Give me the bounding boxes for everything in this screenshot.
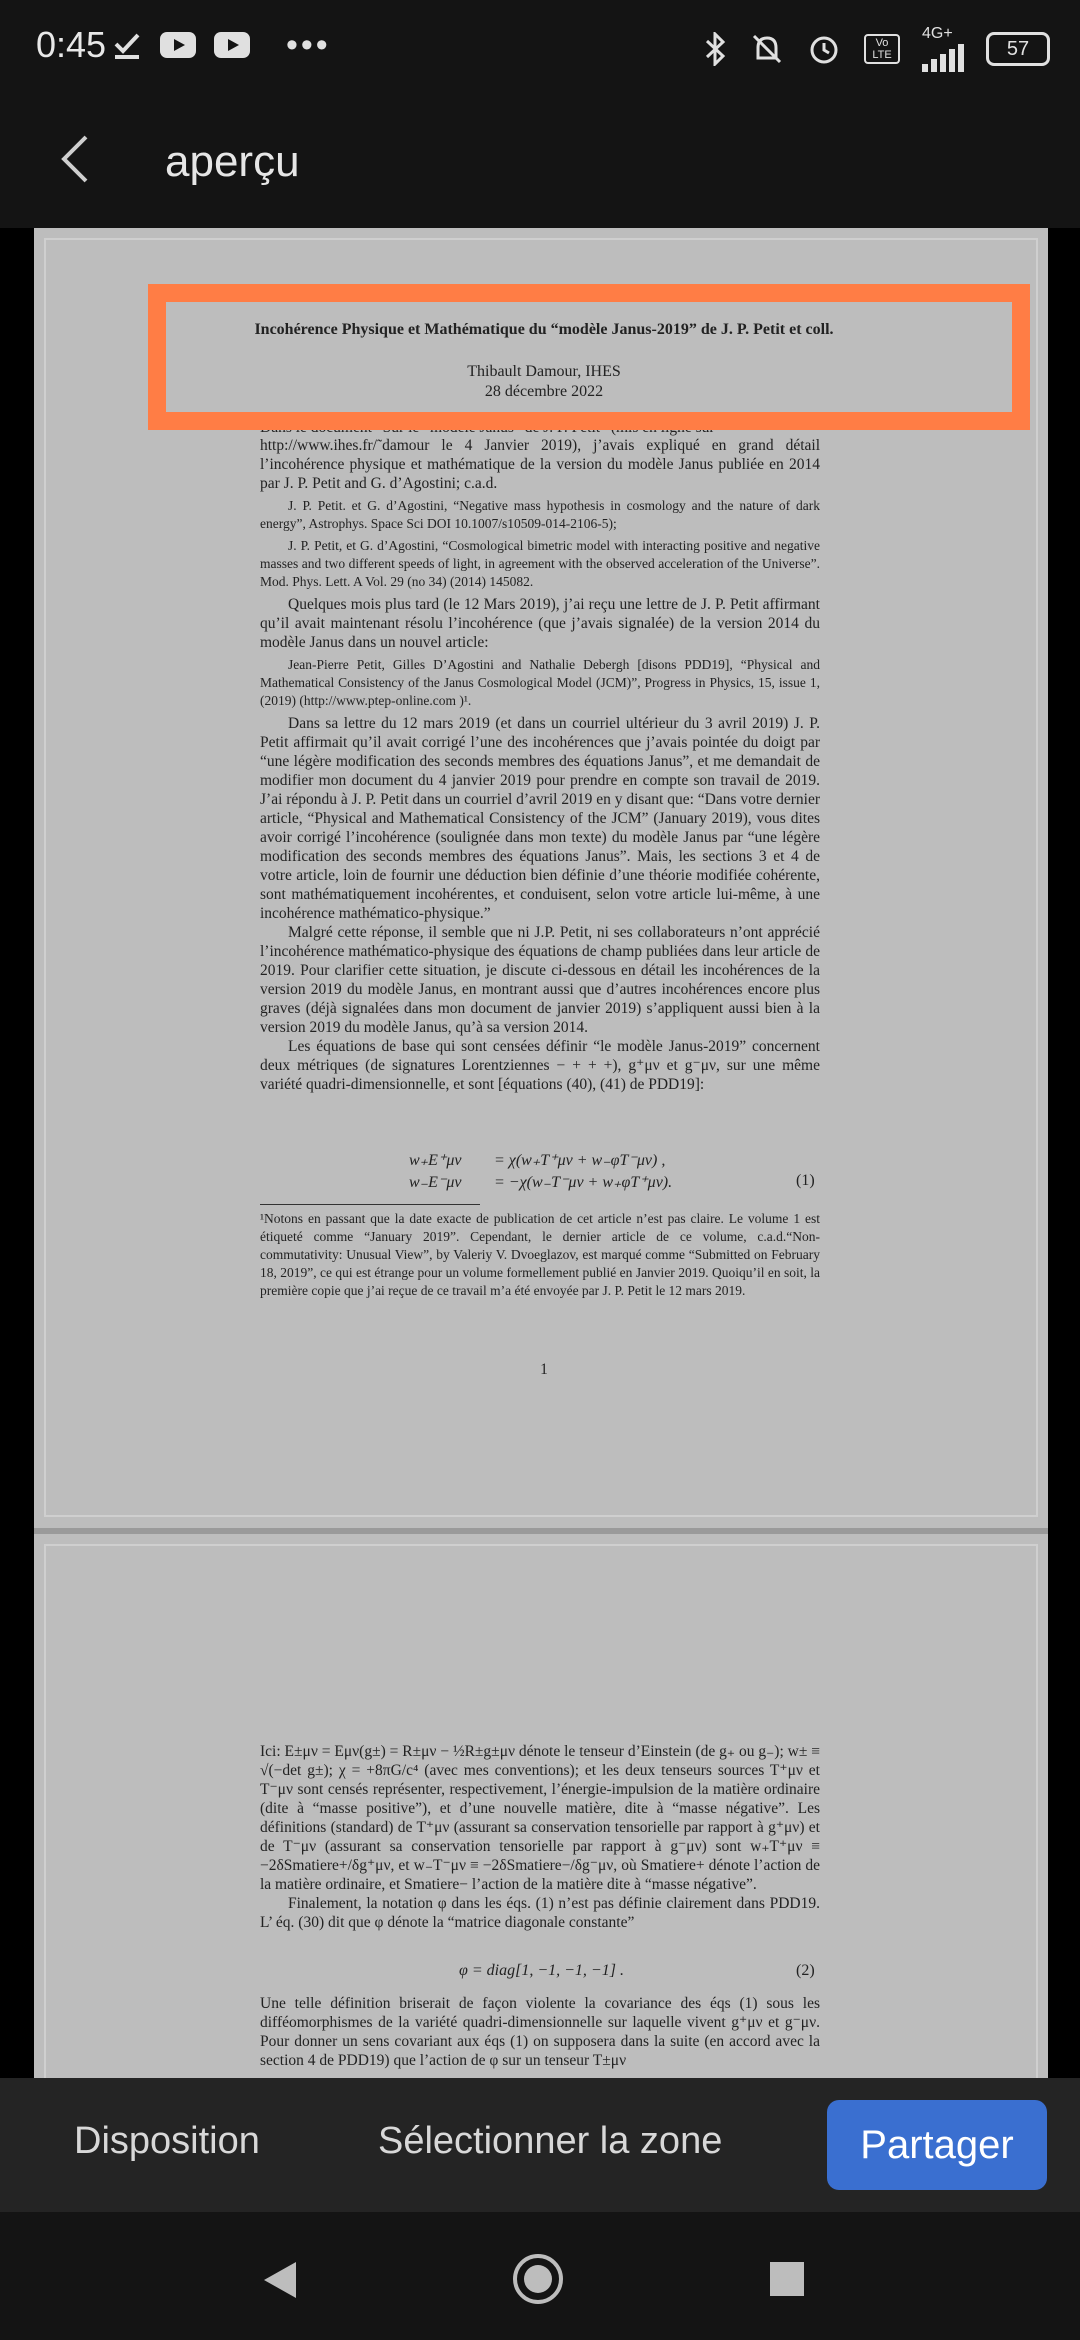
paragraph: Dans sa lettre du 12 mars 2019 (et dans un courriel ultérieur du 3 avril 2019) J. P. Petit affirmait qu’il avait corrigé l’une des incohérences que j’avais pointée du doigt par “une légère modification des seconds membres des équations Janus”, et me demandait de modifier mon document du 4 janvier 2019 pour prendre en compte son travail de 2019. J’ai répondu à J. P. Petit dans un courriel d’avril 2019 en y disant que: “Dans votre dernier article, “Physical and Mathematical Consistency of the JCM” (January 2019), vous dites avoir corrigé l’incohérence (soulignée dans mon texte) du modèle Janus par “une légère modification des seconds membres des équations Janus”. Mais, les sections 3 et 4 de votre article, loin de fournir une déduction bien définie d’une théorie modifiée cohérente, sont mathématiquement incohérentes, et conduisent, selon votre article lui-même, à une incohérence mathématico-physique.” [260, 715, 821, 922]
system-nav-bar [0, 2212, 1080, 2340]
page-title: aperçu [165, 137, 300, 186]
paragraph: Finalement, la notation φ dans les éqs. (1) n’est pas définie clairement dans PDD19. L’ éq. (30) dit que φ dénote la “matrice diagonale constante” [260, 1895, 820, 1931]
footnote-text: ¹Notons en passant que la date exacte de publication de cet article n’est pas claire. Le volume 1 est étiqueté comme “January 2019”. Cependant, le dernier article de ce volume, c.a.d.“Non-commutativity: Unusual View”, by Valeriy V. Dvoeglazov, est marqué comme “Submitted on February 18, 2019”, ce qui est étrange pour un volume formellement publié en Janvier 2019. Quoiqu’il en soit, la première copie que j’ai reçue de ce travail m’a été envoyée par J. P. Petit le 12 mars 2019. [260, 1211, 820, 1298]
equation-lhs: w₋E⁻μν [409, 1174, 462, 1191]
reference: J. P. Petit. et G. d’Agostini, “Negative mass hypothesis in cosmology and the nature of dark energy”, Astrophys. Space Sci DOI 10.1007/s10509-014-2106-5); [260, 498, 820, 531]
equation-rhs: = −χ(w₋T⁻μν + w₊φT⁺μν). [494, 1174, 673, 1191]
status-time: 0:45 [36, 24, 107, 65]
battery-icon: 57 [986, 32, 1050, 66]
layout-button[interactable]: Disposition [74, 2120, 260, 2162]
nav-back-icon[interactable] [262, 2260, 298, 2300]
check-download-icon [112, 30, 142, 60]
reference: Jean-Pierre Petit, Gilles D’Agostini and Nathalie Debergh [disons PDD19], “Physical and Mathematical Consistency of the Janus Cosmological Model (JCM)”, Progress in Physics, 15, issue 1, (2019) (http://www.ptep-online.com )¹. [260, 657, 820, 708]
paragraph: Ici: E±μν = Eμν(g±) = R±μν − ½R±g±μν dénote le tenseur d’Einstein (de g₊ ou g₋); w± ≡ √(−det g±); χ = +8πG/c⁴ (avec mes conventions); et les deux tenseurs sources T⁺μν et T⁻μν sont censés représenter, respectivement, l’énergie-impulsion de la matière ordinaire (dite à “masse positive”), et d’une nouvelle matière, dite à “masse négative”. Les définitions (standard) de T⁺μν (assurant sa conservation tensorielle par rapport à g⁺μν) et de T⁻μν (assurant sa conservation tensorielle par rapport à g⁻μν) sont w₊T⁺μν ≡ −2δSmatiere+/δg⁺μν, et w₋T⁻μν ≡ −2δSmatiere−/δg⁻μν, où Smatiere+ dénote l’action de la matière ordinaire, et Smatiere− l’action de la matière dite à “masse négative”. [260, 1743, 820, 1893]
status-bar [0, 0, 1080, 95]
equation-number: (2) [796, 1962, 815, 1979]
reference: J. P. Petit, et G. d’Agostini, “Cosmological bimetric model with interacting positive and negative masses and two different speeds of light, in agreement with the observed acceleration of the Universe”. Mod. Phys. Lett. A Vol. 29 (no 34) (2014) 145082. [260, 538, 820, 589]
back-arrow-icon[interactable] [50, 129, 110, 189]
equation-number: (1) [796, 1172, 815, 1189]
signal-icon [922, 26, 964, 72]
alarm-icon [806, 31, 842, 67]
footnote-rule [260, 1204, 480, 1205]
page-number: 1 [540, 1361, 548, 1378]
bluetooth-icon [704, 32, 728, 66]
equation-lhs: w₊E⁺μν [409, 1152, 462, 1169]
equation-rhs: = χ(w₊T⁺μν + w₋φT⁻μν) , [494, 1152, 666, 1169]
volte-icon: Vo LTE [864, 34, 900, 64]
doc-date: 28 décembre 2022 [484, 383, 604, 400]
partial-line: Dans le document “Sur le “modèle Janus” de J. P. Petit” (mis en ligne sur [260, 419, 715, 436]
doc-author: Thibault Damour, IHES [467, 363, 621, 380]
doc-body-page1 [260, 436, 820, 1094]
mute-icon [750, 32, 784, 66]
paragraph: http://www.ihes.fr/˜damour le 4 Janvier 2019), j’avais expliqué en grand détail l’incohérence physique et mathématique de la version du modèle Janus publiée en 2014 par J. P. Petit and G. d’Agostini; c.a.d. [260, 437, 820, 492]
doc-title: Incohérence Physique et Mathématique du “modèle Janus-2019” de J. P. Petit et coll. [254, 321, 834, 338]
paragraph: Quelques mois plus tard (le 12 Mars 2019), j’ai reçu une lettre de J. P. Petit affirmant qu’il avait maintenant résolu l’incohérence (que j’avais signalée) de la version 2014 du modèle Janus dans un nouvel article: [260, 596, 820, 651]
bottom-action-bar [0, 2078, 1080, 2212]
document-page-2 [34, 1528, 1048, 2078]
status-left-icons [112, 26, 331, 64]
share-button[interactable]: Partager [827, 2100, 1047, 2190]
app-header [0, 95, 1080, 230]
status-right-icons [704, 26, 1050, 72]
doc-body-page2-continued [260, 1994, 820, 2070]
more-dots-icon: ••• [286, 26, 331, 64]
equation: φ = diag[1, −1, −1, −1] . [459, 1962, 624, 1979]
nav-recents-icon[interactable] [770, 2262, 804, 2296]
document-preview[interactable] [0, 228, 1080, 2078]
nav-home-icon[interactable] [511, 2252, 565, 2306]
network-label: 4G+ [922, 25, 953, 42]
selection-highlight-box[interactable] [148, 284, 1030, 430]
youtube-icon [214, 32, 250, 58]
paragraph: Une telle définition briserait de façon violente la covariance des éqs (1) sous les difféomorphismes de la variété quadri-dimensionnelle sur laquelle vivent g⁺μν et g⁻μν. Pour donner un sens covariant aux éqs (1) on supposera dans la suite (en accord avec la section 4 de PDD19) que l’action de φ sur un tenseur T±μν [260, 1995, 820, 2069]
doc-body-page2 [260, 1742, 820, 1932]
footnote [260, 1210, 820, 1300]
select-area-button[interactable]: Sélectionner la zone [378, 2120, 723, 2162]
paragraph: Les équations de base qui sont censées définir “le modèle Janus-2019” concernent deux métriques (de signatures Lorentziennes − + + +), g⁺μν et g⁻μν, sur une même variété quadri-dimensionnelle, et sont [équations (40), (41) de PDD19]: [260, 1038, 820, 1093]
youtube-icon [160, 32, 196, 58]
paragraph: Malgré cette réponse, il semble que ni J.P. Petit, ni ses collaborateurs n’ont apprécié l’incohérence mathématico-physique des équations de champ publiées dans leur article de 2019. Pour clarifier cette situation, je discute ci-dessous en détail les incohérences de la version 2019 du modèle Janus, en montrant aussi que d’autres incohérences encore plus graves (déjà signalées dans mon document de janvier 2019) s’appliquent aussi bien à la version 2019 du modèle Janus, qu’à sa version 2014. [260, 924, 820, 1036]
